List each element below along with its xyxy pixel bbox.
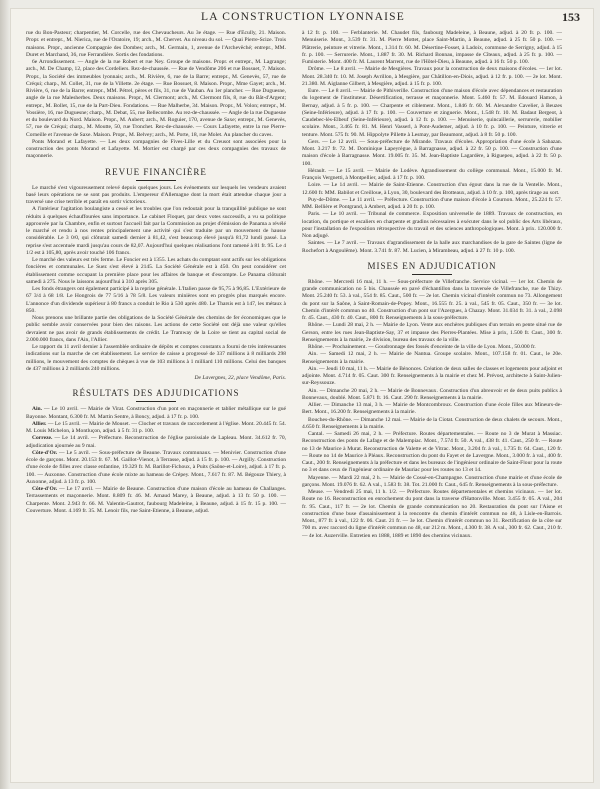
mise-en-adjudication-entry: Ain. — Dimanche 20 mai, 2 h. — Mairie de Bonnevaux. Construction d'un abreuvoir et de deux puits publics à Bonnevaux, doublé. Mont. 5.871 fr. 16. Caut. 290 fr. Renseignements à la mairie. <box>302 387 562 401</box>
mise-en-adjudication-entry: Rhône. — Lundi 28 mai, 2 h. — Mairie de Lyon. Vente aux enchères publiques d'un terrain en pente situé rue de Gerson, entre les rues Jean-Baptiste-Say, 37 et impasse des Pierres-Plantées. Mise à prix, 1.500 fr. Caut., 300 fr. Renseignements à la mairie, 2e division, bureau des travaux de la ville. <box>302 322 562 343</box>
department-name: Allier. <box>32 420 47 427</box>
adjudication-result-entry: Gers. — Le 12 avril. — Sous-préfecture de Mirande. Travaux d'écoles. Appropriation d'une école à Sabazan. Mont. 3.217 fr. 72. M. Dominique Lapeyrègue, à Barragnasse, adjud. à 22 fr. 50 p. 100. — Construction d'une maison d'école à Barragnasse. Mont. 19.005 fr. 35. M. Jean-Baptiste Lagardère, à Riguepeu, adjud. à 22 fr. 50 p. 100. <box>302 138 562 167</box>
mise-en-adjudication-entry: Rhône. — Mercredi 16 mai, 11 h. — Sous-préfecture de Villefranche. Service vicinal. — 1er lot. Chemin de grande communication no 5 bis. Chaussée en pavé d'échantillon dans la traversée de Villefranche, rue de Thizy. Mont. 25.240 fr. 53. à val., 554 fr. 85. Caut., 500 fr. — 2e lot. Chemin vicinal d'intérêt commun no 73. Allongement du pont sur la Saône, à Saint-Romain-de-Popey. Mont., 16.555 fr. 25. à val., 545 fr. 05. Caut., 350 fr. — 3e lot. Chemin d'intérêt commun no 40. Construction d'un pont sur l'Azergues, à Chazay. Mont. 31.034 fr. 31. à val., 2.098 fr. 45. Caut., 430 fr. 40. Caut., 800 fr. Renseignements à la sous-préfecture. <box>302 278 562 321</box>
page-number: 153 <box>562 10 580 24</box>
department-name: Correze. <box>32 435 53 442</box>
section-rule <box>136 401 176 402</box>
right-column <box>302 30 562 780</box>
adjudication-result-entry <box>26 421 286 436</box>
department-name: Côte-d'Or. <box>32 486 58 492</box>
left-column <box>26 30 286 780</box>
revue-paragraph: Le marché s'est vigoureusement relevé depuis quelques jours. Les événements sur lesquels les vendeurs avaient basé leurs opérations ne se sont pas produits. L'empereur d'Allemagne dont la mort était attendue chaque jour a traversé une crise terrible et paraît en sortir victorieux. <box>26 184 286 205</box>
mise-en-adjudication-entry: Mayenne. — Mardi 22 mai, 2 h. — Mairie de Cossé-en-Champagne. Construction d'une mairie et d'une école de garçons. Mont. 19.076 fr. 62. A val., 1.583 fr. 38. Tot. 21.000 fr. Caut., 645 fr. Renseignements à la sous-préfecture. <box>302 474 562 488</box>
adjudication-result-entry: Puy-de-Dôme. — Le 11 avril. — Préfecture. Construction d'une maison d'école à Cournon. Mont., 25.224 fr. 57. MM. Bellière et Pontgrand, à Ambert, adjud. à 20 fr. p. 100. <box>302 196 562 210</box>
adjudication-result-entry <box>26 406 286 421</box>
revue-paragraph: Le rapport du 11 avril dernier à l'assemblée ordinaire de dépôts et comptes constants a fourni de très intéressantes indications sur la marche de cet établissement. Le service de caisse a progressé de 337 millions à 8 milliards 298 millions, le mouvement des comptes de chèques à vue de 103 millions à 1 milliard 110 millions. Celui des banques de 437 millions à 2 milliards 240 millions. <box>26 344 286 372</box>
revue-signature: De Lavergnes, 22, place Vendôme, Paris. <box>194 375 286 381</box>
entry-text: — Le 17 avril. — Mairie de Beaune. Construction d'une maison d'école au hameau de Challanges. Terrassements et maçonnerie. Mont. 8.809 fr. 46. M. Arnaud Marey, à Beaune, adjud. à 13 fr. 50 p. 100. — Charpente. Mont. 2.943 fr. 66. M. Valentin-Gautrot, faubourg Madeleine, à Beaune, adjud. à 15 fr. 15 p. 100. — Couverture. Mont. 4.169 fr. 35. M. Lenoir fils, rue Saint-Etienne, à Beaune, adjud. <box>26 486 286 514</box>
mises-en-adjudication-title: MISES EN ADJUDICATION <box>367 260 497 271</box>
revue-paragraph: Les fonds étrangers ont également participé à la reprise générale. L'Italien passe de 95,75 à 96,85. L'Extérieure de 67 3/4 à 68 1/8. Le Hongrois de 77 5/16 à 78 5/8. Les valeurs minières sont en progrès plus marqués encore. L'annonce d'un dividende supérieur à 80 francs a conduit le Rio à 530 après 480. Le Tharsis est à 147, les métaux à 850. <box>26 286 286 314</box>
mise-en-adjudication-entry: Bouches-du-Rhône. — Dimanche 12 mai. — Mairie de la Ciotat. Construction de deux chalets de secours. Mont., 4.650 fr. Renseignements à la mairie. <box>302 416 562 430</box>
intro-paragraph: Ponts Morand et Lafayette. — Les deux compagnies de Fives-Lille et du Creusot sont associées pour la construction des ponts Morand et Lafayette. M. Mortier est chargé par ces deux compagnies des travaux de maçonnerie. <box>26 138 286 160</box>
adjudication-result-entry: à 12 fr. p. 100. — Ferblanterie. M. Chaudet fils, faubourg Madeleine, à Beaune, adjud. à 20 fr. p. 100. — Menuiserie. Mont., 3.539 fr. 31. M. Pierre Mottet, place Saint-Martin, à Beaune, adjud. à 25 fr. 50 p. 100. — Plâtrerie, peinture et vitrerie. Mont., 1.314 fr. 60. M. Désertine-Fosset, à Ladoix, commune de Serrigny, adjud. à 15 fr. p. 100. — Serrurerie. Mont., 1.887 fr. 30. M. Richard Bonnau, impasse de Cîteaux, adjud. à 25 fr. p. 100. — Fumisterie. Mont. 400 fr. M. Laurent Marrent, rue de l'Hôtel-Dieu, à Beaune, adjud. à 16 fr. 50 p. 100. <box>302 30 562 65</box>
department-name: Ain. <box>32 406 43 413</box>
entry-text: — Le 14 avril. — Préfecture. Reconstruction de l'église paroissiale de Lapleau. Mont. 34.612 fr. 70, adjudication ajournée au 9 mai. <box>26 435 286 449</box>
running-header <box>26 10 580 28</box>
adjudication-result-entry: Loire. — Le 14 avril. — Mairie de Saint-Etienne. Construction d'un égout dans la rue de la Ventelle. Mont., 12.600 fr. MM. Babilot et Creilloue, à Lyon, 30, boulevard des Brotteaux, adjud. à 10 fr. p. 100, après tirage au sort. <box>302 182 562 196</box>
section-rule <box>412 274 452 275</box>
entry-text: — Le 10 avril. — Mairie de Virat. Construction d'un pont en maçonnerie et tablier métallique sur le gué Bayonne. Montant, 6.300 fr. M. Martin Sentre, à Boncy, adjud. à 17 fr. p. 100. <box>26 406 286 420</box>
adjudication-result-entry <box>26 450 286 486</box>
mise-en-adjudication-entry: Cantal. — Samedi 26 mai, 2 h. — Préfecture. Routes départementales. — Route no 3 de Murat à Massiac. Reconstruction des ponts de Lafage et de Malempiac. Mont., 7.574 fr. 50. A val., 438 fr. 41. Caut., 250 fr. — Route no 13 de Maurice à Murat. Reconstruction de Valette et de Vitrac. Mont., 3.204 fr. à val., 1.735 fr. 64. Caut., 120 fr. — Route no 14 de Maurice à Pléaux. Reconstruction du pont du Fayet et de Lavergne. Mont., 3.000 fr. à val., 400 fr. Caut., 200 fr. Renseignements à la préfecture et dans les bureaux de l'ingénieur ordinaire de Saint-Flour pour la route no 3 et dans ceux de l'ingénieur ordinaire de Mauriac pour les routes no 13 et 14. <box>302 431 562 474</box>
revue-financiere-title: REVUE FINANCIÈRE <box>105 166 207 177</box>
adjudication-result-entry <box>26 435 286 450</box>
entry-text: — Le 15 avril. — Mairie de Mouset. — Clocher et travaux de raccordement à l'église. Mont. 20.445 fr. 54. M. Louis Michelon, à Montluçon, adjud. à 5 fr. 31 p. 100. <box>26 420 286 434</box>
adjudication-result-entry: Eure. — Le 8 avril. — Mairie de Pithiverille. Construction d'une maison d'école avec dépendances et restauration du logement de l'instituteur. Désertification, terrasse et maçonnerie. Mont. 5.460 fr. 57. M. Edouard Hamon, à Bernay, adjud. à 5 fr. p. 100. — Charpente et ciblement. Mont., 1.846 fr. 60. M. Alexandre Cavelier, à Beuzes (Seine-Inférieure), adjud. à 17 fr. p. 100. — Couverture et zinguerie. Mont., 1.548 fr. 10. M. Badaut Bergeot, à Caudebec-lès-Elbeuf (Seine-Inférieure), adjud. à 12 fr. p. 100. — Menuiserie, quincaillerie, serrurerie, mobilier scolaire. Mont., 3.465 fr. 81. M. Henri Vasserl, à Pont-Audemer, adjud. à 10 fr. p. 100. — Peinture, vitrerie et tenture. Mont. 575 fr. 90. M. Hippolyte Pillette à Lesmay, par Beaumont, adjud. à 8 fr. 50 p. 100. <box>302 88 562 138</box>
mise-en-adjudication-entry: Ain. — Jeudi 10 mai, 11 h. — Mairie de Bénonces. Création de deux salles de classes et logements pour adjoint et adjointe. Mont. 4.714 fr. 05. Caut. 300 fr. Renseignements à la mairie et chez M. Prévost, architecte à Saint-Julien-sur-Reyssouze. <box>302 365 562 387</box>
book-gutter-shadow <box>0 0 10 789</box>
mise-en-adjudication-entry: Ain. — Samedi 12 mai, 2 h. — Mairie de Nantua. Groupe scolaire. Mont., 107.158 fr. 01. Caut., le 20e. Renseignements à la mairie. <box>302 351 562 365</box>
resultats-title: RÉSULTATS DES ADJUDICATIONS <box>72 388 240 399</box>
revue-paragraph: A l'intérieur l'agitation boulangiste a cessé et les troubles que l'on redoutait pour la tranquillité publique ne sont réduits à quelques échauffourées sans importance. Le cabinet Floquet, par deux votes successifs, a vu sa politique approuvée par la Chambre, enfin et surtout l'accueil fait par la Commission au projet d'émission de Panama a révélé le marché et rendu à nos rentes principalement une activité qui s'est traduite par un mouvement de hausse considérable. Le 3 0/0, qui clôturait samedi dernier à 81,42, s'est beaucoup élevé jusqu'à 81,72 lundi passé. La reprise s'est accentuée mardi jusqu'au cours de 82,07. Aujourd'hui quelques réalisations l'ont ramené à 81 fr. 95. Le 4 1/2 est à 105,80, après avoir touché 106 francs. <box>26 206 286 256</box>
section-rule <box>136 180 176 181</box>
adjudication-result-entry: Hérault. — Le 15 avril. — Mairie de Lodève. Agrandissement du collège communal. Mont., 15.000 fr. M. François Vergnetti, à Montpellier, adjud. à 17 fr. p. 100. <box>302 167 562 181</box>
adjudication-result-entry: Saintes. — Le 7 avril. — Travaux d'agrandissement de la halle aux marchandises de la gare de Saintes (ligne de Rochefort à Angoulême). Mont. 3.741 fr. 87. M. Lucien, à Mirambeau, adjud. à 27 fr. 10 p. 100. <box>302 240 562 254</box>
entry-text: — Le 5 avril. — Sous-préfecture de Beaune. Travaux communaux. — Menivier. Construction d'une école de garçons. Mont. 20.153 fr. 67. M. Gaillot-Vienot, à Terrasse, adjud. à 15 fr. p. 100. — Argilly. Construction d'une école de filles avec classe enfantine, 19.329 fr. M. Barillot-Fichoux, à Puits (Saône-et-Loire), adjud. à 17 fr. p. 100. — Auxonne. Construction d'une école mixte au hameau de Crépey. Mont., 7.617 fr. 87. M. Bégouze Thiery, à Auxonne, adjud. à 13 fr. p. 100. <box>26 449 286 485</box>
adjudication-result-entry: Paris. — Le 10 avril. — Tribunal de commerce. Exposition universelle de 1889. Travaux de construction, en location, du portique et escaliers en charpente et gradins nécessaires à exécuter dans le sol public des Arts libéraux, pour l'installation de l'exposition rétrospective du travail et des sciences anthropologiques. Mont. à prix. 120.000 fr. Non adjugé. <box>302 211 562 239</box>
mise-en-adjudication-entry: Allier. — Dimanche 13 mai, 3 h. — Mairie de Montcombroux. Construction d'une école filles aux Mineurs-de-Bert. Mont., 16.200 fr. Renseignements à la mairie. <box>302 402 562 416</box>
intro-paragraph: rue du Bon-Pasteur; charpentier, M. Corcelle, rue des Chevaucheurs. Au 3e étage. — Rue d'Ecully, 21. Maison. Propr. et entrepr., M. Nierica, rue de l'Oratoire, 19; arch., M. Chervet. Au niveau du sol. — Quai Pierre-Scize. Trois maisons. Propr., ancienne Compagnie des Dombes; arch., M. Germain, 1, avenue de l'Archevêché; entrepr., MM. Duret et Marchand, 36, rue Ferrandière. Sortis des fondations. <box>26 30 286 58</box>
mise-en-adjudication-entry: Rhône. — Prochainement. — Goudronnage des fossés d'enceinte de la ville de Lyon. Mont., 50.000 fr. <box>308 344 536 350</box>
adjudication-result-entry: Drôme. — Le 8 avril. — Mairie de Mesgières. Travaux pour la construction de deux maisons d'écoles. — 1er lot. Mont. 28.340 fr. 10. M. Joseph Avrillon, à Mesgière, par Châtillon-en-Diois, adjud. à 12 fr. p. 100. — 2e lot. Mont. 21.380. M. Aiglanne Gilbert, à Mesgière, adjud. à 15 fr. p. 100. <box>302 66 562 87</box>
adjudication-result-entry <box>26 486 286 515</box>
mise-en-adjudication-entry: Meuse. — Vendredi 25 mai, 11 h. 1/2. — Préfecture. Routes départementales et chemins vicinaux. — 1er lot. Route no 16. Reconstruction en enrochement du pont dans la traverse d'Hattonville. Mont. 3.455 fr. 05. A val., 204 fr. 95. Caut., 117 fr. — 2e lot. Chemin de grande communication no 20. Restauration du pont sur l'Aisne et construction d'une buse d'assainissement à la rencontre du chemin d'intérêt commun no 48, à Lisle-en-Barrois. Mont., 877 fr. à val., 122 fr. 06. Caut. 21 fr. — 3e lot. Chemin d'intérêt commun no 31. Rectification de la côte sur 700 m. avec raccord du ligne d'intérêt commun no 48, sur 212 m. Mont., 4.300 fr. 38. A val., 300 fr. 62. Caut., 210 fr. — 4e lot. Auzerville. Entretien en 1888, 1889 et 1890 des chemins vicinaux. <box>302 489 562 539</box>
intro-paragraph: 6e Arrondissement. — Angle de la rue Robert et rue Ney. Groupe de maisons. Propr. et entrepr., M. Lagrange; arch., M. De Champ, 12, place des Cordeliers. Rez-de-chaussée. — Rue de Vendôme 206 et rue Bossuet, 7. Maison. Propr., la Société des immeubles lyonnais; arch., M. Rivière, 6, rue de la Barre; entrepr., M. Genevès, 57, rue de Créqui; charp., M. Collet, 31, rue de la Villette. 2e étage. — Rue Bossuet, 8. Maison. Propr., Mme Gayet; arch., M. Rivière, 6, rue de la Barre; entrepr., MM. Pétrel, pères et fils, 31, rue de Vauban. Au 1er plancher. — Rue Duguesne, angle de la rue Malesherbes. Deux maisons. Propr., M. Clermont; arch., M. Clermont fils, 8, rue du Bât-d'Argent; entrepr., M. Bollet, 15, rue de la Part-Dieu. Fondations. — Rue Malherbe, 34. Maison. Propr., M. Volon; entrepr., M. Vossière, 16, rue Duguesne; charp., M. Debat, 55, rue Bellecombe. Au rez-de-chaussée. — Angle de la rue Duguesne et du boulevard du Nord. Maison. Propr., M. Aubert; arch., M. Roguier, 170, avenue de Saxe; entrepr., M. Genevès, 57, rue de Créqui; charp., M. Moutte, 50, rue Tronchet. Rez-de-chaussée. — Cours Lafayette, entre la rue Pierre-Corneille et l'avenue de Saxe. Maison. Propr., M. Belvey; arch., M. Porte, 18, rue Molet. Au plancher du caves. <box>26 59 286 138</box>
running-title: LA CONSTRUCTION LYONNAISE <box>201 11 405 23</box>
revue-paragraph: Le marché des valeurs est très ferme. Le Foncier est à 1355. Les achats du comptant sont actifs sur les obligations foncières et communales. Le Suez s'est élevé à 2145. La Société Générale est à 450. On peut considérer cet établissement comme occupant la première place pour les affaires de banque et d'escompte. Le Panama clôturait samedi à 275. Nous le laissons aujourd'hui à 310 après 305. <box>26 257 286 285</box>
revue-paragraph: Nous prenons une brillante partie des obligations de la Société Générale des chemins de fer économiques que le public semble avoir conservées pour bien des raisons. Les actions de cette Société ont déjà une valeur qu'elles devraient ne pas avoir de grands établissements de crédit. Le Tramway de la Loire se tient au capital social de 2.000.000 francs, dans l'Ain, l'Allier. <box>26 315 286 343</box>
department-name: Côte-d'Or. <box>32 449 58 456</box>
